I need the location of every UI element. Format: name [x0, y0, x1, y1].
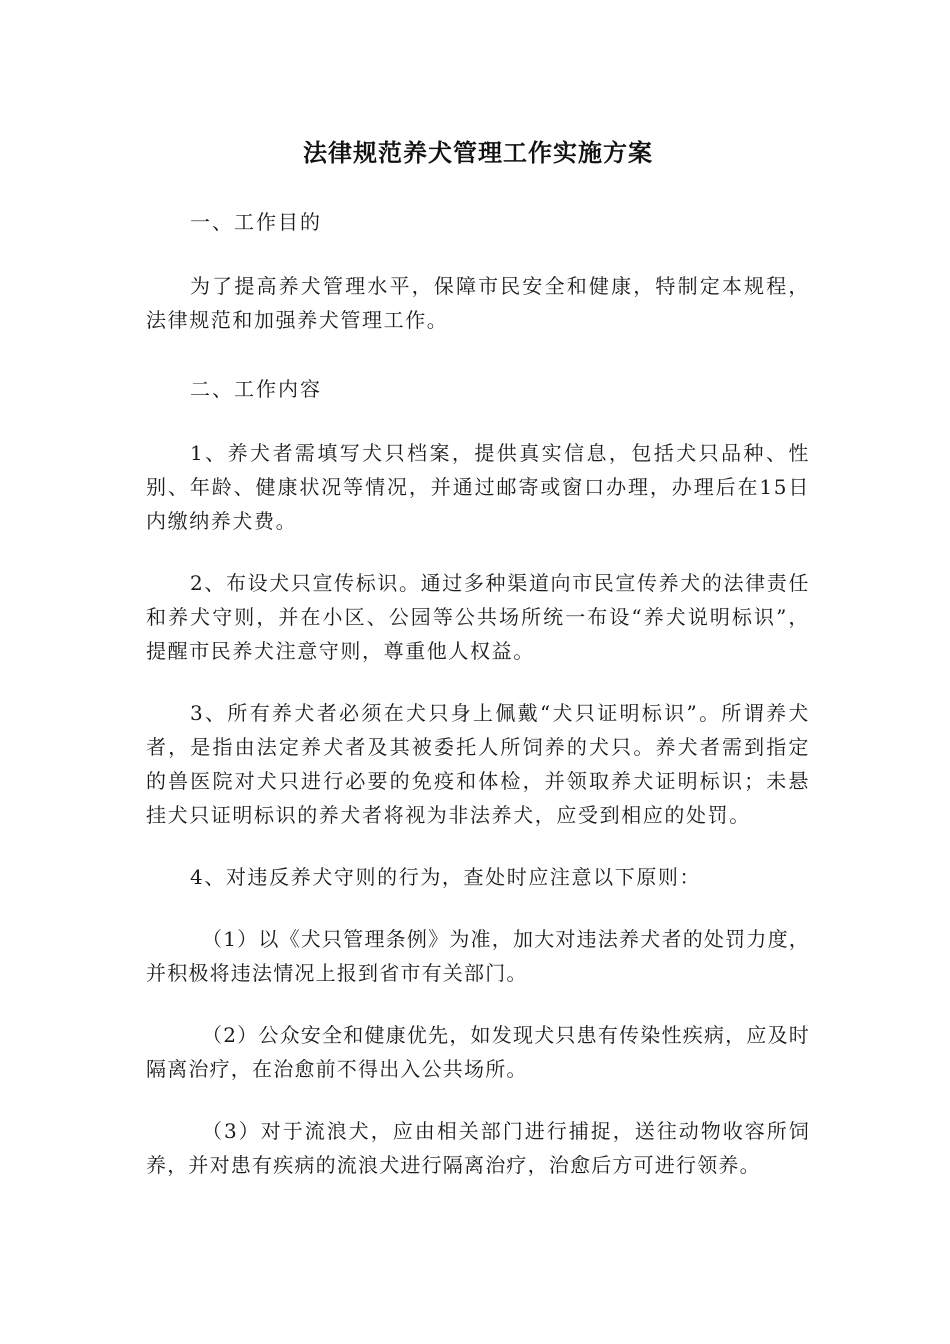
content-item-2: 2、布设犬只宣传标识。通过多种渠道向市民宣传养犬的法律责任和养犬守则，并在小区、公园等公共场所统一布设“养犬说明标识”，提醒市民养犬注意守则，尊重他人权益。 — [146, 571, 810, 663]
content-item-4: 4、对违反养犬守则的行为，查处时应注意以下原则： — [190, 865, 702, 889]
principle-1: （1）以《犬只管理条例》为准，加大对违法养犬者的处罚力度，并积极将违法情况上报到省市有关部门。 — [146, 927, 810, 985]
document-body — [146, 136, 810, 1182]
content-item-1: 1、养犬者需填写犬只档案，提供真实信息，包括犬只品种、性别、年龄、健康状况等情况，并通过邮寄或窗口办理，办理后在15日内缴纳养犬费。 — [146, 441, 810, 533]
document-title: 法律规范养犬管理工作实施方案 — [303, 139, 653, 167]
section-heading-purpose: 一、工作目的 — [190, 210, 322, 234]
principle-2: （2）公众安全和健康优先，如发现犬只患有传染性疾病，应及时隔离治疗，在治愈前不得出入公共场所。 — [146, 1023, 810, 1081]
section-heading-content: 二、工作内容 — [190, 377, 322, 401]
principle-3: （3）对于流浪犬，应由相关部门进行捕捉，送往动物收容所饲养，并对患有疾病的流浪犬进行隔离治疗，治愈后方可进行领养。 — [146, 1119, 810, 1177]
purpose-paragraph: 为了提高养犬管理水平，保障市民安全和健康，特制定本规程，法律规范和加强养犬管理工作。 — [146, 274, 810, 332]
content-item-3: 3、所有养犬者必须在犬只身上佩戴“犬只证明标识”。所谓养犬者，是指由法定养犬者及其被委托人所饲养的犬只。养犬者需到指定的兽医院对犬只进行必要的免疫和体检，并领取养犬证明标识；未悬挂犬只证明标识的养犬者将视为非法养犬，应受到相应的处罚。 — [146, 701, 810, 827]
